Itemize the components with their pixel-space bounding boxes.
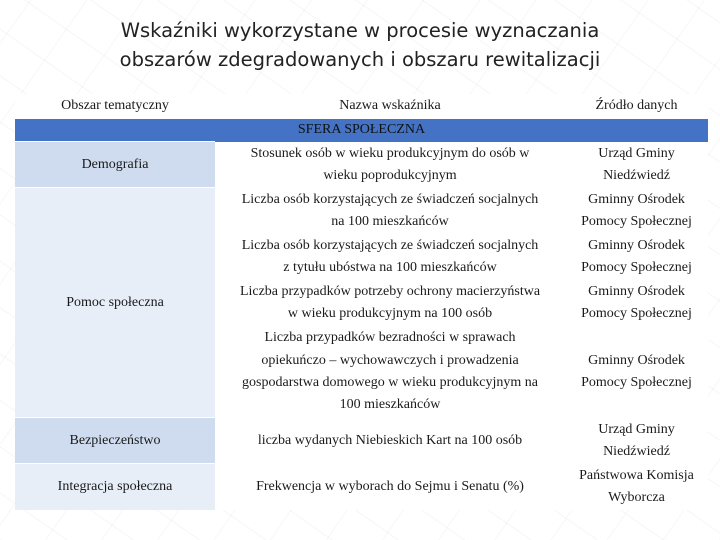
source-cell: Państwowa Komisja Wyborcza [565,464,708,510]
source-cell: Gminny Ośrodek Pomocy Społecznej [565,234,708,280]
indicator-cell: Liczba przypadków bezradności w sprawach opiekuńczo – wychowawczych i prowadzenia gospodarstwa domowego w wieku produkcyjnym na 100 mieszkańców [215,326,565,418]
section-row [15,119,708,142]
indicator-cell: Liczba osób korzystających ze świadczeń socjalnych na 100 mieszkańców [215,188,565,234]
indicator-cell: Frekwencja w wyborach do Sejmu i Senatu (%) [215,464,565,510]
table-row [15,142,708,188]
indicator-cell: Liczba przypadków potrzeby ochrony macierzyństwa w wieku produkcyjnym na 100 osób [215,280,565,326]
indicator-cell: liczba wydanych Niebieskich Kart na 100 osób [215,418,565,464]
table-row [15,188,708,234]
section-label: SFERA SPOŁECZNA [15,119,708,142]
title-line-2: obszarów zdegradowanych i obszaru rewitalizacji [119,48,601,71]
header-area: Obszar tematyczny [15,94,215,119]
category-cell: Pomoc społeczna [15,188,215,418]
table-header-row [15,94,708,119]
table-row [15,464,708,510]
source-cell: Gminny Ośrodek Pomocy Społecznej [565,280,708,326]
source-cell: Urząd Gminy Niedźwiedź [565,418,708,464]
table-row [15,418,708,464]
category-cell: Bezpieczeństwo [15,418,215,464]
source-cell: Urząd Gminy Niedźwiedź [565,142,708,188]
indicator-cell: Stosunek osób w wieku produkcyjnym do osób w wieku poprodukcyjnym [215,142,565,188]
header-source: Źródło danych [565,94,708,119]
header-indicator: Nazwa wskaźnika [215,94,565,119]
category-cell: Integracja społeczna [15,464,215,510]
source-cell: Gminny Ośrodek Pomocy Społecznej [565,326,708,418]
slide-title [0,16,720,74]
indicator-cell: Liczba osób korzystających ze świadczeń socjalnych z tytułu ubóstwa na 100 mieszkańców [215,234,565,280]
source-cell: Gminny Ośrodek Pomocy Społecznej [565,188,708,234]
category-cell: Demografia [15,142,215,188]
title-line-1: Wskaźniki wykorzystane w procesie wyznaczania [120,19,600,42]
indicators-table [15,94,708,510]
